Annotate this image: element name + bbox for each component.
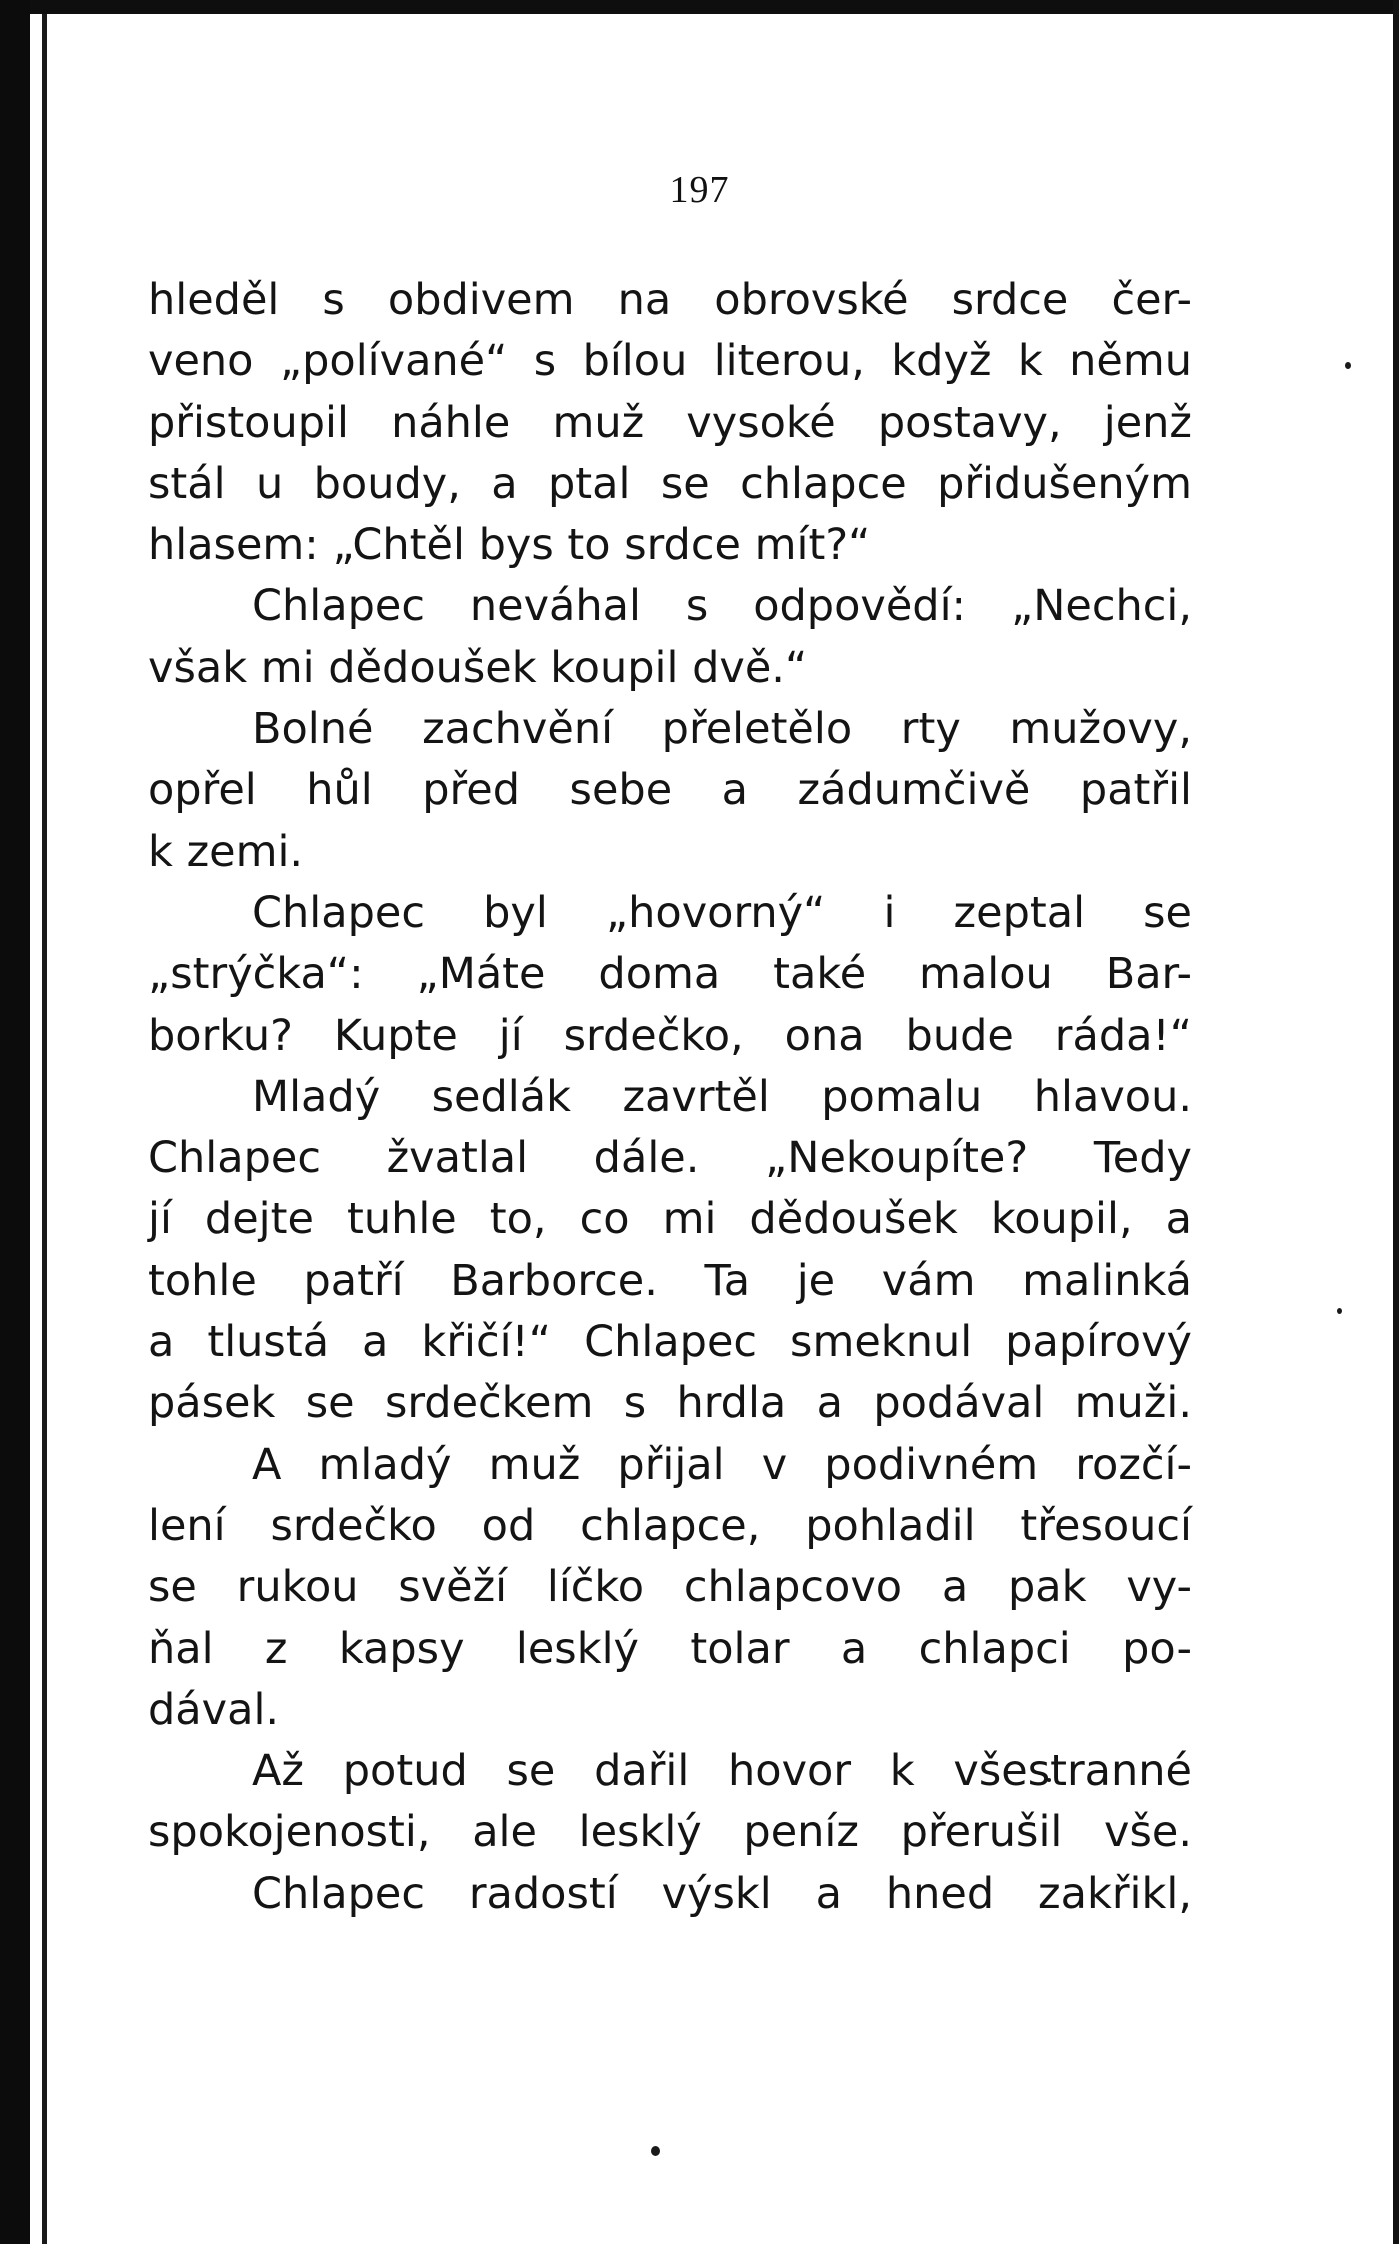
text-line: lení srdečko od chlapce, pohladil třesoucí xyxy=(148,1500,1192,1551)
text-line: hlasem: „Chtěl bys to srdce mít?“ xyxy=(148,520,871,571)
page-number: 197 xyxy=(669,169,730,211)
text-line: pásek se srdečkem s hrdla a podával muži. xyxy=(148,1378,1192,1429)
body-text xyxy=(148,270,1192,1925)
text-line: jí dejte tuhle to, co mi dědoušek koupil, a xyxy=(148,1194,1192,1245)
text-line: Chlapec radostí výskl a hned zakřikl, xyxy=(252,1868,1192,1919)
scan-speck xyxy=(1337,1308,1342,1314)
text-line: stál u boudy, a ptal se chlapce přidušeným xyxy=(148,458,1192,509)
scan-page-edge xyxy=(42,14,47,2244)
text-line: tohle patří Barborce. Ta je vám malinká xyxy=(148,1255,1192,1306)
text-line: opřel hůl před sebe a zádumčivě patřil xyxy=(148,765,1192,816)
scan-speck xyxy=(1345,362,1351,369)
text-line: spokojenosti, ale lesklý peníz přerušil vše. xyxy=(148,1807,1192,1858)
scan-speck xyxy=(651,2146,660,2156)
text-line: Chlapec žvatlal dále. „Nekoupíte? Tedy xyxy=(148,1133,1192,1184)
text-line: borku? Kupte jí srdečko, ona bude ráda!“ xyxy=(148,1010,1192,1061)
text-line: Chlapec neváhal s odpovědí: „Nechci, xyxy=(252,581,1192,632)
text-line: Mladý sedlák zavrtěl pomalu hlavou. xyxy=(252,1071,1192,1122)
text-line: veno „polívané“ s bílou literou, když k němu xyxy=(148,336,1192,387)
text-line: hleděl s obdivem na obrovské srdce čer- xyxy=(148,275,1192,325)
text-line: Až potud se dařil hovor k všestranné xyxy=(252,1746,1192,1797)
text-line: k zemi. xyxy=(148,826,304,877)
scan-top-border xyxy=(0,0,1399,14)
scan-left-border xyxy=(0,0,30,2244)
text-line: ňal z kapsy lesklý tolar a chlapci po- xyxy=(148,1623,1192,1674)
text-line: A mladý muž přijal v podivném rozčí- xyxy=(252,1439,1192,1490)
text-line: přistoupil náhle muž vysoké postavy, jenž xyxy=(148,397,1192,448)
text-line: se rukou svěží líčko chlapcovo a pak vy- xyxy=(148,1562,1192,1613)
text-line: Chlapec byl „hovorný“ i zeptal se xyxy=(252,887,1192,938)
text-line: však mi dědoušek koupil dvě.“ xyxy=(148,642,808,693)
text-line: Bolné zachvění přeletělo rty mužovy, xyxy=(252,704,1192,755)
text-line: a tlustá a křičí!“ Chlapec smeknul papírový xyxy=(148,1317,1192,1368)
text-line: dával. xyxy=(148,1684,280,1735)
scan-right-border xyxy=(1393,0,1399,2244)
text-line: „strýčka“: „Máte doma také malou Bar- xyxy=(148,949,1192,1000)
